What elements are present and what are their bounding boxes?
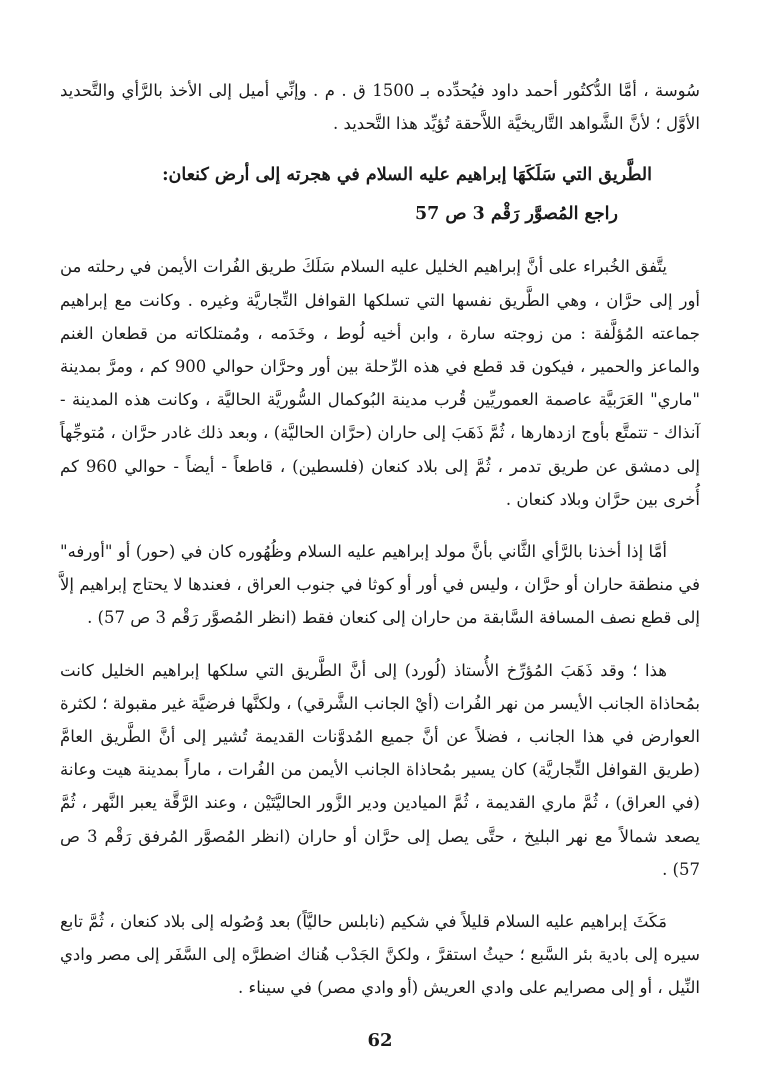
paragraph-second-opinion: أمَّا إذا أخذنا بالرَّأي الثَّاني بأنَّ مولد إبراهيم عليه السلام وظُهُوره كان في (حور) أو "أورفه" في منطقة حاران أو حرَّان ، وليس في أور أو كوثا في جنوب العراق ، فعندها لا يحتاج إبراهيم إلاَّ إلى قطع نصف المسافة السَّابقة من حاران إلى كنعان فقط (انظر المُصوَّر رَقْم 3 ص 57) . [60,542,700,628]
spacer [60,231,700,250]
section-heading: الطَّريق التي سَلَكَهَا إبراهيم عليه السلام في هجرته إلى أرض كنعان: [162,165,652,186]
paragraph-lord-hypothesis: هذا ؛ وقد ذَهَبَ المُؤرِّخ الأُستاذ (لُورد) إلى أنَّ الطَّريق التي سلكها إبراهيم الخليل كانت بمُحاذاة الجانب الأيسر من نهر الفُرات (أيْ الجانب الشَّرقي) ، ولكنَّها فرضيَّة غير مقبولة ؛ لكثرة العوارض في هذا الجانب ، فضلاً عن أنَّ جميع المُدوَّنات القديمة تُشير إلى أنَّ الطَّريق العامَّ (طريق القوافل التِّجاريَّة) كان يسير بمُحاذاة الجانب الأيمن من الفُرات ، ماراً بمدينة هيت وعانة (في العراق) ، ثُمَّ ماري القديمة ، ثُمَّ الميادين ودير الزَّور الحاليَّتَيْن ، وعند الرَّقَّة يعبر النَّهر ، ثُمَّ يصعد شمالاً مع نهر البليخ ، حتَّى يصل إلى حرَّان أو حاران (انظر المُصوَّر المُرفق رَقْم 3 ص 57) . [60,660,700,879]
paragraph-route-euphrates: يتَّفق الخُبراء على أنَّ إبراهيم الخليل عليه السلام سَلَكَ طريق الفُرات الأيمن في رحلته من أور إلى حرَّان ، وهي الطَّريق نفسها التي تسلكها القوافل التِّجاريَّة وغيره . وكانت مع إبراهيم جماعته المُؤلَّفة : من زوجته سارة ، وابن أخيه لُوط ، وخَدَمه ، ومُمتلكاته من قطعان الغنم والماعز والحمير ، فيكون قد قطع في هذه الرِّحلة بين أور وحرَّان حوالي 900 كم ، ومرَّ بمدينة "ماري" العَرَبيَّة عاصمة العموريِّين قُرب مدينة البُوكمال السُّوريَّة الحاليَّة ، وكانت هذه المدينة - آنذاك - تتمتَّع بأوج ازدهارها ، ثُمَّ ذَهَبَ إلى حاران (حرَّان الحاليَّة) ، وبعد ذلك غادر حرَّان ، مُتوجِّهاً إلى دمشق عن طريق تدمر ، ثُمَّ إلى بلاد كنعان (فلسطين) ، قاطعاً - أيضاً - حوالي 960 كم أُخرى بين حرَّان وبلاد كنعان . [60,257,701,509]
spacer [60,886,700,905]
spacer [60,516,700,535]
spacer [60,140,700,159]
spacer [60,635,700,654]
section-subheading: راجع المُصوَّر رَقْم 3 ص 57 [414,204,618,225]
page-number: 62 [367,1030,393,1051]
paragraph-shechem: مَكَثَ إبراهيم عليه السلام قليلاً في شكيم (نابلس حاليَّاً) بعد وُصُوله إلى بلاد كنعان ، ثُمَّ تابع سيره إلى بادية بئر السَّبع ؛ حيثُ استقرَّ ، ولكنَّ الجَدْب هُناك اضطرَّه إلى السَّفَر إلى مصر وادي النِّيل ، أو إلى مصرايم على وادي العريش (أو وادي مصر) في سيناء . [60,912,700,998]
document-body [60,74,700,1005]
intro-paragraph: سُوسة ، أمَّا الدُّكتُور أحمد داود فيُحدِّده بـ 1500 ق . م . وإنِّي أميل إلى الأخذ بالرَّأي والتَّحديد الأوَّل ؛ لأنَّ الشَّواهد التَّاريخيَّة اللاَّحقة تُؤيِّد هذا التَّحديد . [60,81,701,134]
